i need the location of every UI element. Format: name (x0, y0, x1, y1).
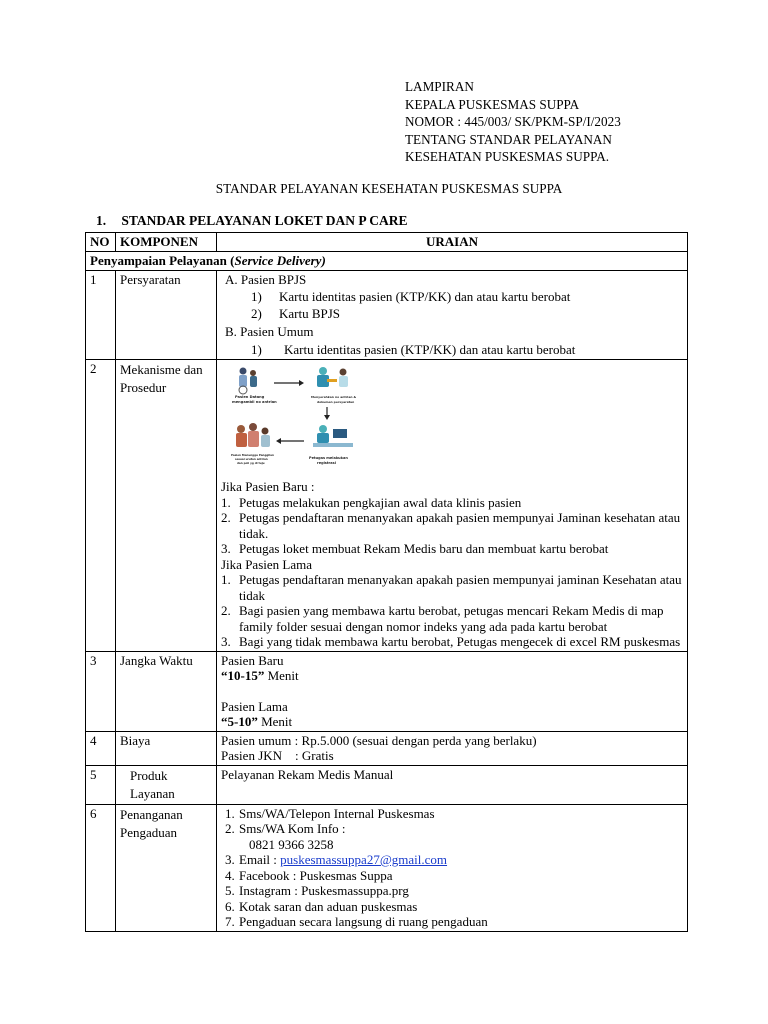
row-number: 5 (86, 765, 116, 804)
row-description (217, 651, 688, 731)
list-item: 3. Petugas loket membuat Rekam Medis baru dan membuat kartu berobat (221, 541, 609, 556)
document-title: STANDAR PELAYANAN KESEHATAN PUSKESMAS SUPPA (215, 181, 563, 196)
list-item-text: Sms/WA/Telepon Internal Puskesmas (239, 805, 435, 821)
list-item-text: Petugas pendaftaran menanyakan apakah pasien mempunyai jaminan Kesehatan atau tidak (239, 572, 682, 603)
row-description (217, 270, 688, 360)
cost-line: Pasien umum : Rp.5.000 (sesuai dengan perda yang berlaku) (221, 732, 537, 748)
group-label (86, 252, 688, 271)
duration-unit: Menit (261, 714, 293, 729)
table-row (86, 270, 688, 360)
table-row (86, 765, 688, 804)
patient-arrival-icon (239, 368, 257, 395)
table-row (86, 804, 688, 931)
row-number: 3 (86, 651, 116, 731)
requirement-list (221, 289, 683, 321)
flow-label-step3: Petugas melakukan (309, 456, 348, 460)
list-item: 3. Email : puskesmassuppa27@gmail.com (225, 852, 448, 867)
list-item-text: Sms/WA Kom Info : (239, 821, 346, 836)
section-title (96, 213, 408, 229)
header-uraian: URAIAN (217, 233, 688, 252)
flow-label-step2: Menyerahkan no antrian & (311, 395, 357, 399)
row-description (217, 360, 688, 652)
table-row (86, 651, 688, 731)
group-label-italic: Service Delivery) (234, 253, 326, 268)
list-item-text: Kotak saran dan aduan puskesmas (239, 898, 418, 914)
row-number: 2 (86, 360, 116, 652)
list-item-text: Facebook : Puskesmas Suppa (239, 867, 393, 883)
duration-unit: Menit (267, 668, 299, 683)
row-description (217, 804, 688, 931)
section-number: 1. (96, 213, 107, 228)
flow-label-step1: Pasien Datang (235, 395, 265, 399)
subheading: Jika Pasien Baru : (221, 479, 315, 494)
header-no: NO (86, 233, 116, 252)
email-link[interactable]: puskesmassuppa27@gmail.com (280, 852, 448, 867)
list-item: 2. Bagi pasien yang membawa kartu berobat, petugas mencari Rekam Medis di map family folder sesuai dengan nomor indeks yang ada pada kartu berobat (221, 603, 664, 634)
header-line: TENTANG STANDAR PELAYANAN (405, 131, 612, 147)
list-item: 1) Kartu identitas pasien (KTP/KK) dan atau kartu berobat (251, 289, 571, 304)
registration-desk-icon (313, 425, 353, 447)
list-item: 1. Petugas pendaftaran menanyakan apakah pasien mempunyai jaminan Kesehatan atau tidak (221, 572, 682, 603)
row-component: Jangka Waktu (116, 651, 217, 731)
row-number: 1 (86, 270, 116, 360)
patient-type: Pasien Lama (221, 698, 288, 714)
duration (221, 714, 683, 730)
header-line: KEPALA PUSKESMAS SUPPA (405, 96, 580, 112)
row-component: Mekanisme dan Prosedur (116, 360, 217, 652)
list-item: 2. Sms/WA Kom Info : (225, 821, 346, 836)
section-title-text: STANDAR PELAYANAN LOKET DAN P CARE (121, 213, 408, 228)
list-item-text: Petugas pendaftaran menanyakan apakah pasien mempunyai Jaminan kesehatan atau tidak. (239, 510, 681, 541)
list-item-text: Pengaduan secara langsung di ruang pengaduan (239, 914, 488, 929)
flow-label-step3b: registrasi (317, 461, 336, 465)
table-header-row (86, 233, 688, 252)
row-component: Persyaratan (116, 270, 217, 360)
list-item-text: Petugas melakukan pengkajian awal data klinis pasien (239, 494, 522, 510)
list-item: 2. Petugas pendaftaran menanyakan apakah pasien mempunyai Jaminan kesehatan atau tidak. (221, 510, 681, 541)
table-row (86, 360, 688, 652)
document-handover-icon (317, 367, 348, 387)
list-item-text: Petugas loket membuat Rekam Medis baru dan membuat kartu berobat (239, 541, 609, 556)
flow-label-step4b: sesuai urutan antrian (235, 457, 268, 461)
waiting-patients-icon (236, 423, 270, 447)
flow-label-step4c: dan poli yg di tuju (237, 461, 265, 465)
new-patient-steps (221, 495, 683, 557)
list-item: 4. Facebook : Puskesmas Suppa (225, 867, 393, 883)
list-item (221, 837, 683, 853)
header-line: LAMPIRAN (405, 79, 474, 94)
list-item-text: Kartu identitas pasien (KTP/KK) dan atau kartu berobat (279, 289, 571, 304)
row-component: Penanganan Pengaduan (116, 804, 217, 931)
list-item: 3. Bagi yang tidak membawa kartu berobat, Petugas mengecek di excel RM puskesmas (221, 634, 681, 649)
row-number: 6 (86, 804, 116, 931)
list-item-text: Instagram : Puskesmassuppa.prg (239, 883, 409, 898)
flow-label-step4: Pasien Menunggu Panggilan (231, 453, 274, 457)
header-line: KESEHATAN PUSKESMAS SUPPA. (405, 149, 610, 165)
duration (221, 668, 683, 684)
row-component: Produk Layanan (116, 765, 217, 804)
procedure-flow-diagram (229, 363, 369, 475)
list-item: 1) Kartu identitas pasien (KTP/KK) dan atau kartu berobat (251, 341, 576, 357)
list-item: 7. Pengaduan secara langsung di ruang pengaduan (225, 914, 488, 929)
subheading: B. Pasien Umum (225, 324, 314, 339)
subheading: A. Pasien BPJS (225, 271, 307, 287)
duration-value: “10-15” (221, 668, 265, 683)
list-item-text: Bagi yang tidak membawa kartu berobat, Petugas mengecek di excel RM puskesmas (239, 634, 681, 649)
list-item: 2) Kartu BPJS (251, 305, 341, 321)
group-label-text: Penyampaian Pelayanan ( (90, 253, 235, 268)
requirement-list (221, 342, 683, 358)
duration-value: “5-10” (221, 714, 258, 729)
list-item: 1. Sms/WA/Telepon Internal Puskesmas (225, 805, 435, 821)
cost-line: Pasien JKN : Gratis (221, 748, 334, 763)
attachment-header (405, 78, 621, 166)
list-item-text: Bagi pasien yang membawa kartu berobat, petugas mencari Rekam Medis di map family folder sesuai dengan nomor indeks yang ada pada kartu berobat (239, 603, 664, 634)
list-item-text: Kartu identitas pasien (KTP/KK) dan atau kartu berobat (284, 341, 576, 357)
phone-number: 0821 9366 3258 (249, 836, 334, 852)
row-number: 4 (86, 731, 116, 765)
list-item: 5. Instagram : Puskesmassuppa.prg (225, 883, 409, 898)
patient-type: Pasien Baru (221, 652, 284, 668)
subheading: Jika Pasien Lama (221, 556, 312, 572)
header-komponen: KOMPONEN (116, 233, 217, 252)
list-item-text: Kartu BPJS (279, 305, 341, 321)
row-component: Biaya (116, 731, 217, 765)
table-row (86, 731, 688, 765)
email-label: Email : (239, 852, 281, 867)
service-standard-table (85, 232, 688, 932)
row-description (217, 731, 688, 765)
header-line: NOMOR : 445/003/ SK/PKM-SP/I/2023 (405, 114, 621, 130)
returning-patient-steps (221, 572, 683, 650)
list-item: 1. Petugas melakukan pengkajian awal data klinis pasien (221, 494, 522, 510)
flow-label-step1b: mengambil no antrian (232, 400, 277, 404)
list-item: 6. Kotak saran dan aduan puskesmas (225, 898, 418, 914)
complaint-channels (221, 806, 683, 930)
row-description: Pelayanan Rekam Medis Manual (217, 765, 688, 804)
flow-label-step2b: dokumen persyaratan (317, 400, 355, 404)
group-row (86, 252, 688, 271)
